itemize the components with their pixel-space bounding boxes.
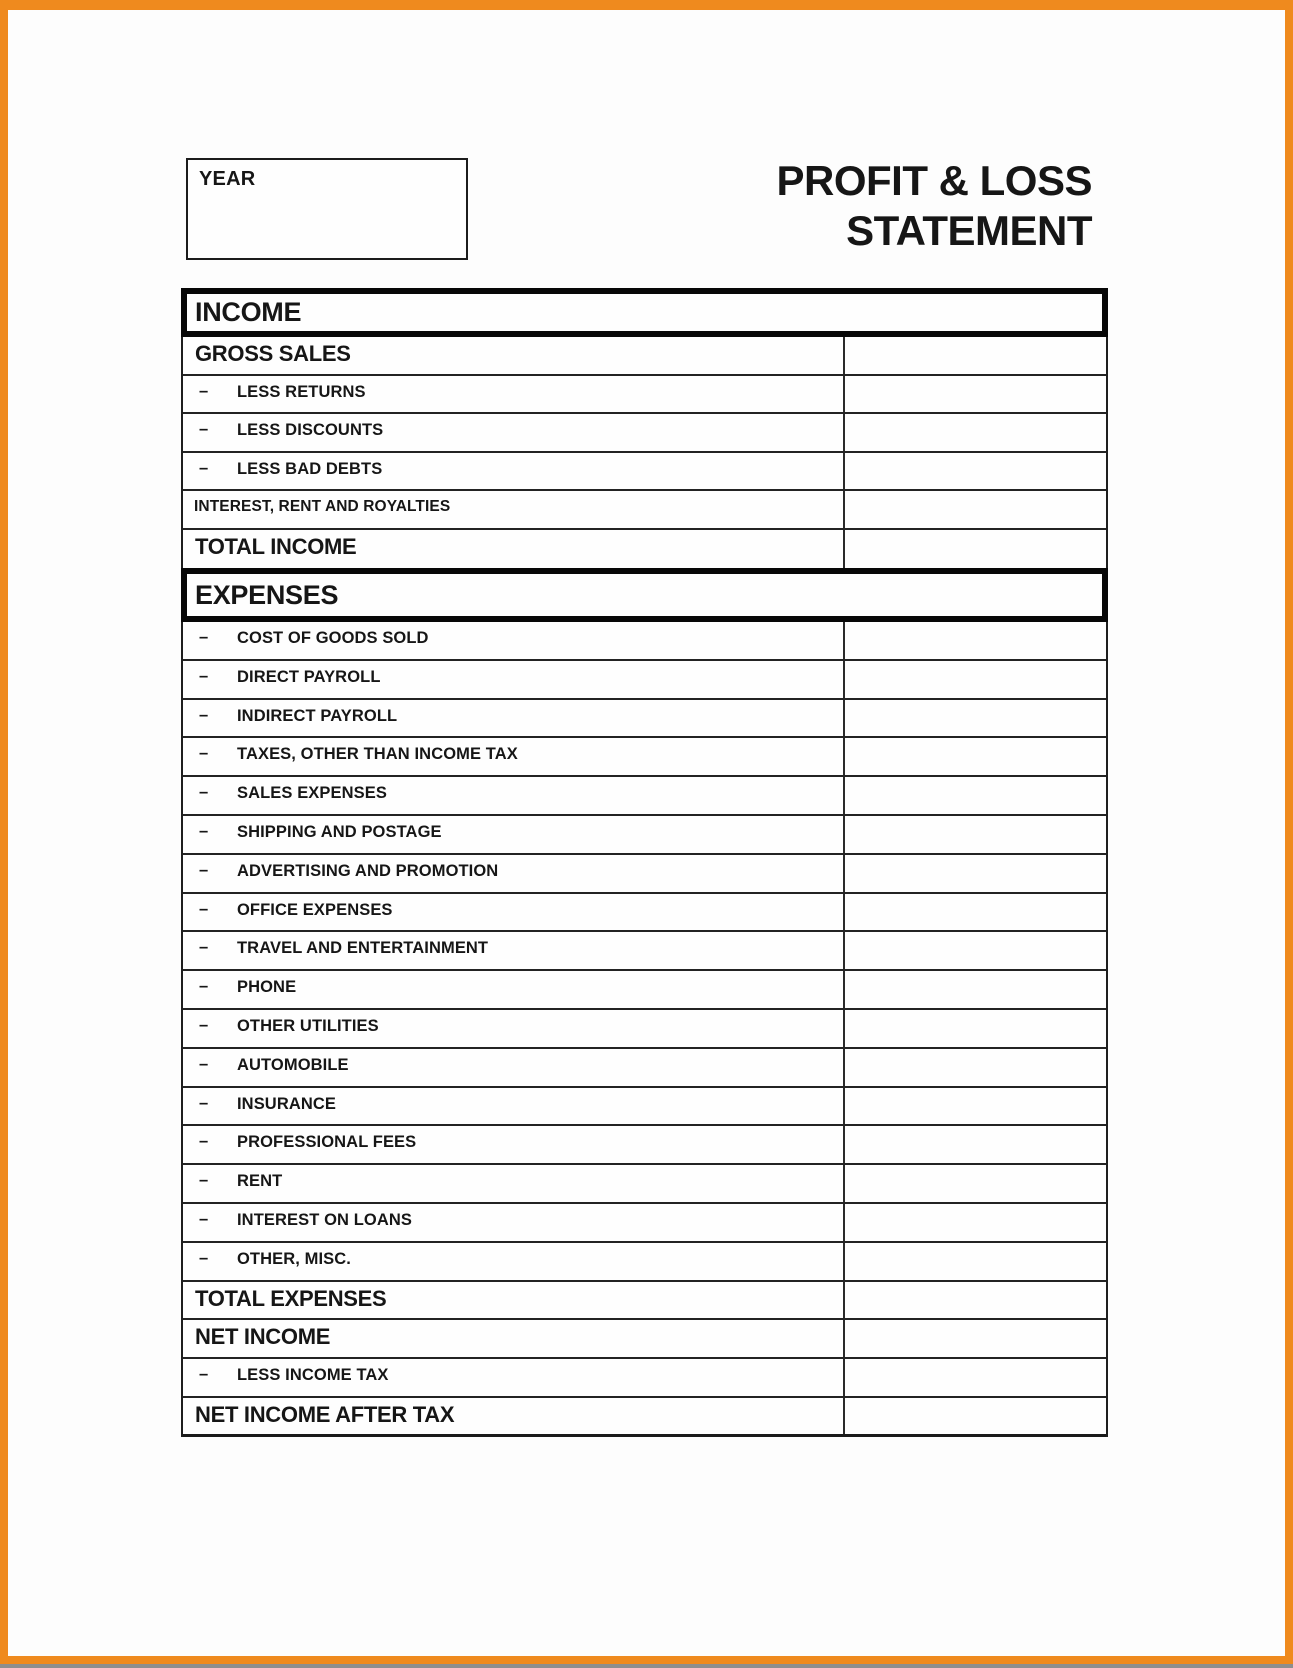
row-label-cell (183, 971, 843, 1008)
row-value-cell (843, 855, 1106, 892)
row-label: LESS INCOME TAX (237, 1366, 389, 1385)
row-label-cell (183, 738, 843, 775)
row-label-cell (183, 1088, 843, 1125)
row-value-cell (843, 1204, 1106, 1241)
row-value-cell (843, 376, 1106, 413)
table-row (183, 777, 1106, 816)
table-row (183, 1359, 1106, 1398)
table-row (183, 1398, 1106, 1437)
row-label: LESS DISCOUNTS (237, 421, 384, 439)
page-frame-right (1285, 0, 1293, 1668)
row-value-cell (843, 1088, 1106, 1125)
row-label-cell (183, 1243, 843, 1280)
income-rows (181, 337, 1108, 568)
row-dash: – (199, 1093, 209, 1112)
table-row (183, 971, 1106, 1010)
row-dash: – (199, 420, 209, 438)
row-label: SALES EXPENSES (237, 784, 387, 803)
row-label: INTEREST ON LOANS (237, 1210, 412, 1229)
page-frame-bottom (0, 1656, 1293, 1664)
table-row (183, 738, 1106, 777)
table-row (183, 661, 1106, 700)
row-label-cell (183, 816, 843, 853)
row-label-cell (183, 376, 843, 413)
row-dash: – (199, 381, 209, 400)
table-row (183, 1204, 1106, 1243)
row-value-cell (843, 1398, 1106, 1434)
row-dash: – (199, 1248, 209, 1267)
row-value-cell (843, 1010, 1106, 1047)
row-dash: – (199, 860, 209, 879)
row-dash: – (199, 1132, 209, 1151)
row-label: LESS RETURNS (237, 382, 366, 401)
row-label-cell (183, 1320, 843, 1357)
row-label: GROSS SALES (195, 341, 351, 366)
table-row (183, 1320, 1106, 1359)
row-value-cell (843, 1359, 1106, 1396)
row-value-cell (843, 700, 1106, 737)
row-label: RENT (237, 1172, 283, 1191)
table-row (183, 1088, 1106, 1127)
expenses-section-label: EXPENSES (195, 579, 339, 610)
row-label: INSURANCE (237, 1094, 336, 1113)
row-label: INTEREST, RENT AND ROYALTIES (194, 498, 451, 515)
row-label-cell (183, 1049, 843, 1086)
expenses-rows (181, 622, 1108, 1437)
row-label-cell (183, 622, 843, 659)
row-label-cell (183, 1010, 843, 1047)
row-dash: – (199, 1054, 209, 1073)
row-value-cell (843, 530, 1106, 569)
table-row (183, 1126, 1106, 1165)
row-value-cell (843, 1126, 1106, 1163)
row-dash: – (199, 1015, 209, 1034)
row-label-cell (183, 700, 843, 737)
table-row (183, 1282, 1106, 1321)
row-label-cell (183, 932, 843, 969)
row-dash: – (199, 666, 209, 685)
row-dash: – (199, 977, 209, 996)
title-line-2: STATEMENT (846, 207, 1092, 254)
row-value-cell (843, 777, 1106, 814)
table-row (183, 1165, 1106, 1204)
row-dash: – (199, 783, 209, 802)
row-label-cell (183, 894, 843, 931)
row-dash: – (199, 458, 209, 477)
row-value-cell (843, 491, 1106, 528)
row-value-cell (843, 894, 1106, 931)
income-section-header (181, 288, 1108, 337)
row-label-cell (183, 777, 843, 814)
table-row (183, 376, 1106, 415)
row-dash: – (199, 705, 209, 724)
expenses-section-header (181, 568, 1108, 622)
table-row (183, 894, 1106, 933)
row-label-cell (183, 530, 843, 569)
title-line-1: PROFIT & LOSS (776, 157, 1092, 204)
income-section-label: INCOME (195, 297, 302, 327)
table-row (183, 855, 1106, 894)
row-label-cell (183, 1165, 843, 1202)
row-label-cell (183, 491, 843, 528)
table-row (183, 414, 1106, 453)
row-label-cell (183, 855, 843, 892)
year-label: YEAR (199, 168, 256, 190)
row-dash: – (199, 938, 209, 957)
row-label-cell (183, 337, 843, 374)
row-label: ADVERTISING AND PROMOTION (237, 861, 499, 880)
table-row (183, 337, 1106, 376)
row-label: NET INCOME (195, 1324, 331, 1350)
row-value-cell (843, 661, 1106, 698)
row-value-cell (843, 971, 1106, 1008)
row-label-cell (183, 1282, 843, 1319)
row-label-cell (183, 1359, 843, 1396)
row-label: INDIRECT PAYROLL (237, 706, 398, 725)
page-frame-top (0, 0, 1293, 10)
row-value-cell (843, 1243, 1106, 1280)
row-label: LESS BAD DEBTS (237, 459, 383, 478)
page-frame-shadow (0, 1664, 1293, 1668)
row-label: PHONE (237, 978, 297, 997)
row-label-cell (183, 1126, 843, 1163)
table-row (183, 1243, 1106, 1282)
row-label-cell (183, 661, 843, 698)
row-value-cell (843, 337, 1106, 374)
table-row (183, 816, 1106, 855)
row-label: SHIPPING AND POSTAGE (237, 822, 442, 841)
row-dash: – (199, 1171, 209, 1190)
row-label: COST OF GOODS SOLD (237, 629, 429, 647)
row-value-cell (843, 1320, 1106, 1357)
page-title (500, 156, 1092, 256)
row-dash: – (199, 899, 209, 918)
table-row (183, 932, 1106, 971)
row-label: OFFICE EXPENSES (237, 900, 393, 919)
row-value-cell (843, 453, 1106, 490)
table-row (183, 1010, 1106, 1049)
row-label: OTHER UTILITIES (237, 1016, 379, 1035)
row-label-cell (183, 414, 843, 451)
table-row (183, 491, 1106, 530)
row-label-cell (183, 1398, 843, 1434)
table-row (183, 700, 1106, 739)
row-value-cell (843, 414, 1106, 451)
row-value-cell (843, 1049, 1106, 1086)
row-label: TAXES, OTHER THAN INCOME TAX (237, 745, 518, 764)
table-row (183, 530, 1106, 569)
table-row (183, 622, 1106, 661)
row-label: NET INCOME AFTER TAX (195, 1401, 455, 1427)
row-value-cell (843, 816, 1106, 853)
row-label-cell (183, 453, 843, 490)
row-value-cell (843, 932, 1106, 969)
row-label: DIRECT PAYROLL (237, 667, 381, 686)
row-dash: – (199, 628, 209, 646)
row-label: PROFESSIONAL FEES (237, 1133, 417, 1152)
row-label: AUTOMOBILE (237, 1055, 349, 1074)
row-label: TOTAL INCOME (195, 533, 357, 559)
row-value-cell (843, 1165, 1106, 1202)
row-dash: – (199, 744, 209, 763)
profit-loss-table (181, 288, 1108, 1437)
page-frame-left (0, 0, 8, 1668)
year-box (186, 158, 468, 260)
row-value-cell (843, 622, 1106, 659)
row-label: TOTAL EXPENSES (195, 1285, 387, 1311)
row-label: OTHER, MISC. (237, 1249, 351, 1268)
row-value-cell (843, 738, 1106, 775)
row-dash: – (199, 1365, 209, 1384)
row-label: TRAVEL AND ENTERTAINMENT (237, 939, 489, 958)
row-value-cell (843, 1282, 1106, 1319)
row-label-cell (183, 1204, 843, 1241)
table-row (183, 1049, 1106, 1088)
table-row (183, 453, 1106, 492)
row-dash: – (199, 821, 209, 840)
row-dash: – (199, 1209, 209, 1228)
